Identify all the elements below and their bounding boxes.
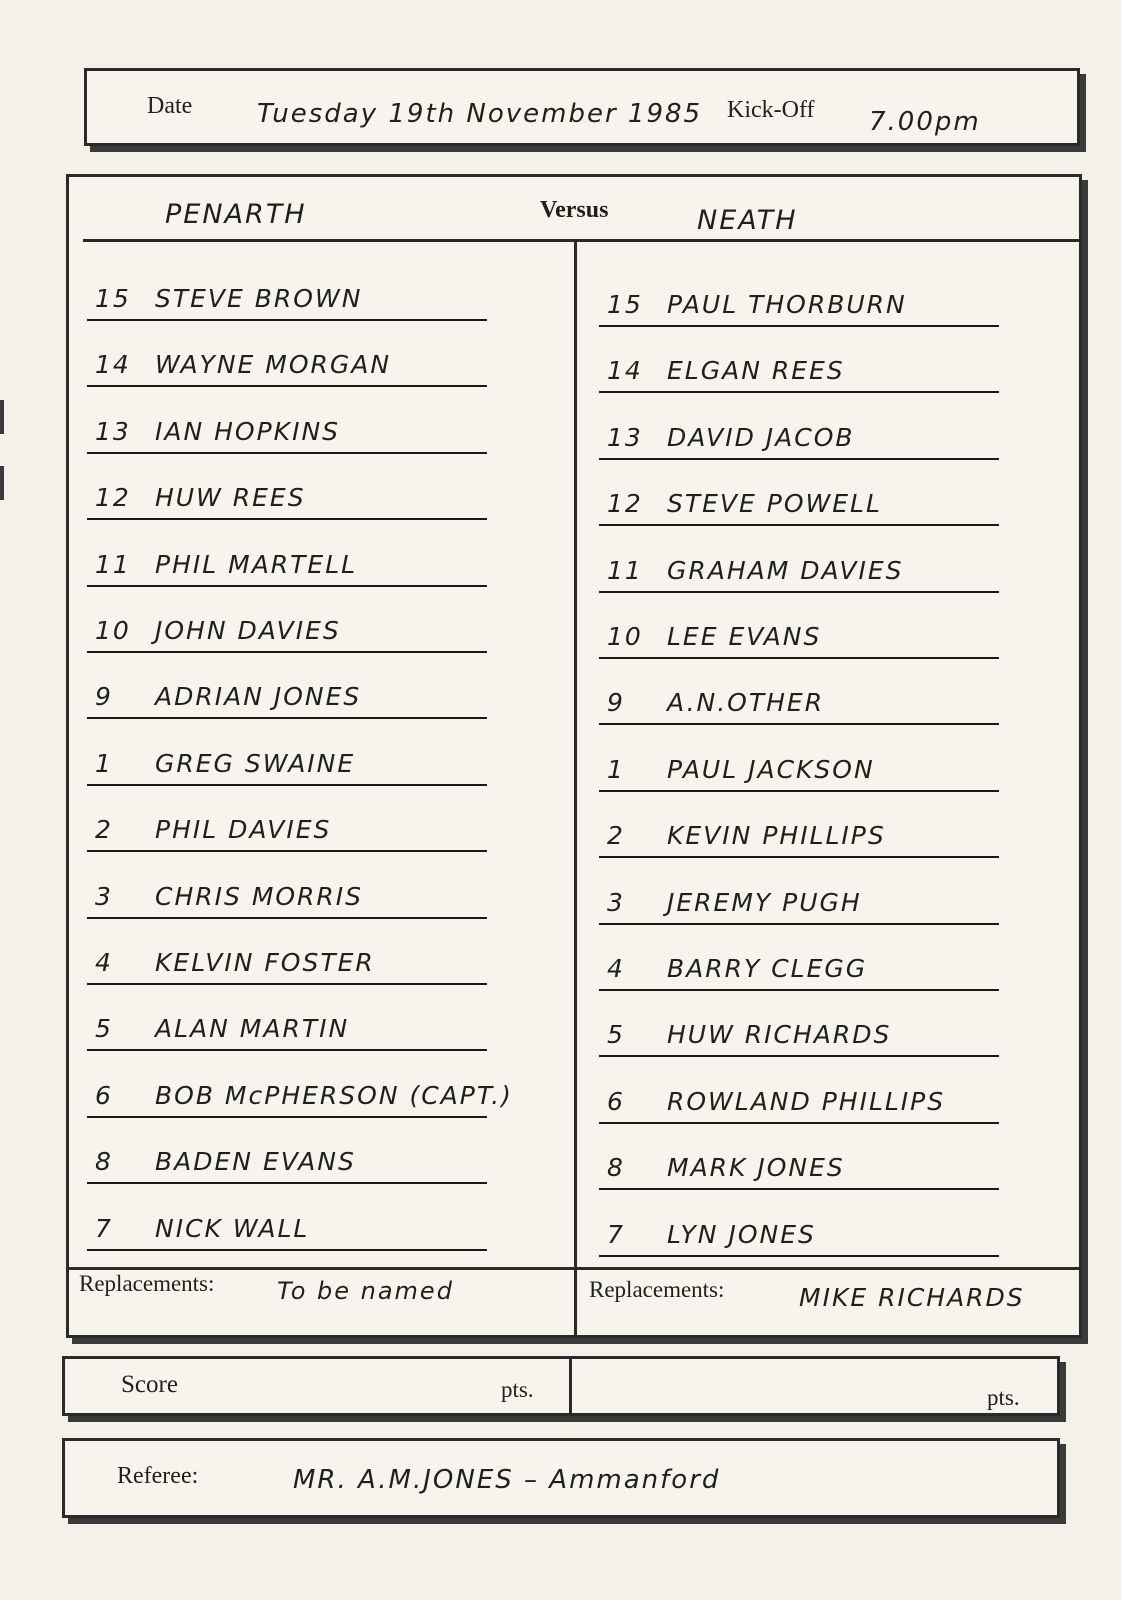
player-number: 7 [95,1213,113,1243]
player-row [87,675,487,719]
player-row [599,881,999,925]
kickoff-value: 7.00pm [869,107,981,137]
player-name: A.N.OTHER [667,688,825,718]
player-name: JOHN DAVIES [155,616,341,645]
player-number: 15 [607,290,643,319]
player-number: 5 [607,1020,625,1050]
player-name: JEREMY PUGH [667,887,862,917]
player-name: HUW RICHARDS [667,1020,892,1050]
score-label: Score [121,1371,178,1398]
date-value: Tuesday 19th November 1985 [257,99,703,129]
player-row [599,681,999,725]
player-number: 6 [607,1086,625,1116]
player-name: BOB McPHERSON (CAPT.) [155,1080,513,1110]
player-name: BARRY CLEGG [667,954,868,983]
player-number: 14 [607,356,643,386]
player-row [87,277,487,321]
player-row [87,343,487,387]
player-row [87,742,487,786]
player-row [599,615,999,659]
player-number: 13 [607,422,643,452]
away-team-name: NEATH [697,205,798,236]
player-number: 7 [607,1219,625,1249]
player-row [87,1007,487,1051]
versus-label: Versus [540,197,609,223]
player-row [87,875,487,919]
away-replacements-value: MIKE RICHARDS [799,1283,1025,1312]
player-number: 8 [95,1147,113,1177]
player-number: 4 [95,948,113,977]
player-number: 9 [95,682,113,712]
home-replacements-value: To be named [277,1277,454,1305]
player-number: 3 [607,887,625,917]
player-row [87,941,487,985]
margin-mark [0,400,4,434]
player-name: KEVIN PHILLIPS [667,821,886,851]
replacements-divider [69,1267,1079,1270]
player-name: ADRIAN JONES [155,682,362,712]
player-row [599,1146,999,1190]
player-number: 10 [607,622,643,651]
player-row [599,283,999,327]
player-row [87,1207,487,1251]
team-sheet [66,174,1082,1338]
player-name: PHIL MARTELL [155,549,358,579]
home-team-name: PENARTH [165,199,307,230]
score-box [62,1356,1060,1416]
player-number: 8 [607,1153,625,1183]
player-row [87,476,487,520]
player-row [87,1140,487,1184]
player-number: 2 [607,821,625,851]
referee-box [62,1438,1060,1518]
player-name: GREG SWAINE [155,748,356,778]
player-row [87,1074,513,1118]
player-name: LYN JONES [667,1219,816,1249]
date-label: Date [147,93,193,119]
player-row [599,349,999,393]
referee-label: Referee: [117,1463,199,1489]
home-points-label: pts. [501,1377,534,1402]
player-number: 12 [95,483,131,513]
player-row [599,814,999,858]
player-row [599,748,999,792]
player-number: 2 [95,815,113,845]
player-name: LEE EVANS [667,622,822,651]
player-name: HUW REES [155,483,306,513]
player-name: PAUL JACKSON [667,754,875,784]
player-name: GRAHAM DAVIES [667,555,904,585]
margin-mark [0,466,4,500]
player-name: ALAN MARTIN [155,1014,350,1044]
referee-value: MR. A.M.JONES – Ammanford [293,1465,721,1495]
player-name: MARK JONES [667,1153,845,1183]
player-name: STEVE BROWN [155,284,363,313]
player-name: PAUL THORBURN [667,290,907,319]
player-name: ELGAN REES [667,356,845,386]
player-name: NICK WALL [155,1213,310,1243]
player-row [87,543,487,587]
player-number: 11 [95,549,131,579]
player-number: 14 [95,350,131,380]
home-replacements-label: Replacements: [79,1271,215,1296]
player-number: 3 [95,881,113,911]
date-box [84,68,1080,146]
player-number: 4 [607,954,625,983]
score-divider [569,1359,572,1413]
player-number: 12 [607,489,643,519]
player-number: 6 [95,1080,113,1110]
player-name: DAVID JACOB [667,422,855,452]
player-name: CHRIS MORRIS [155,881,364,911]
player-row [599,1013,999,1057]
player-row [87,410,487,454]
player-row [599,416,999,460]
player-number: 15 [95,284,131,313]
kickoff-label: Kick-Off [727,97,815,123]
player-name: IAN HOPKINS [155,416,341,446]
away-replacements-label: Replacements: [589,1277,725,1302]
player-row [599,549,999,593]
team-header [83,177,1079,242]
player-name: KELVIN FOSTER [155,948,375,977]
player-name: ROWLAND PHILLIPS [667,1086,946,1116]
player-number: 11 [607,555,643,585]
player-row [599,1213,999,1257]
away-points-label: pts. [987,1385,1020,1410]
player-number: 1 [95,748,113,778]
player-row [599,947,999,991]
player-number: 5 [95,1014,113,1044]
player-name: STEVE POWELL [667,489,882,519]
player-row [599,1080,999,1124]
center-divider [574,239,577,1335]
player-row [87,609,487,653]
player-row [599,482,999,526]
player-name: BADEN EVANS [155,1147,356,1177]
player-number: 13 [95,416,131,446]
player-number: 1 [607,754,625,784]
player-name: PHIL DAVIES [155,815,332,845]
player-row [87,808,487,852]
player-number: 10 [95,616,131,645]
player-number: 9 [607,688,625,718]
player-name: WAYNE MORGAN [155,350,392,380]
